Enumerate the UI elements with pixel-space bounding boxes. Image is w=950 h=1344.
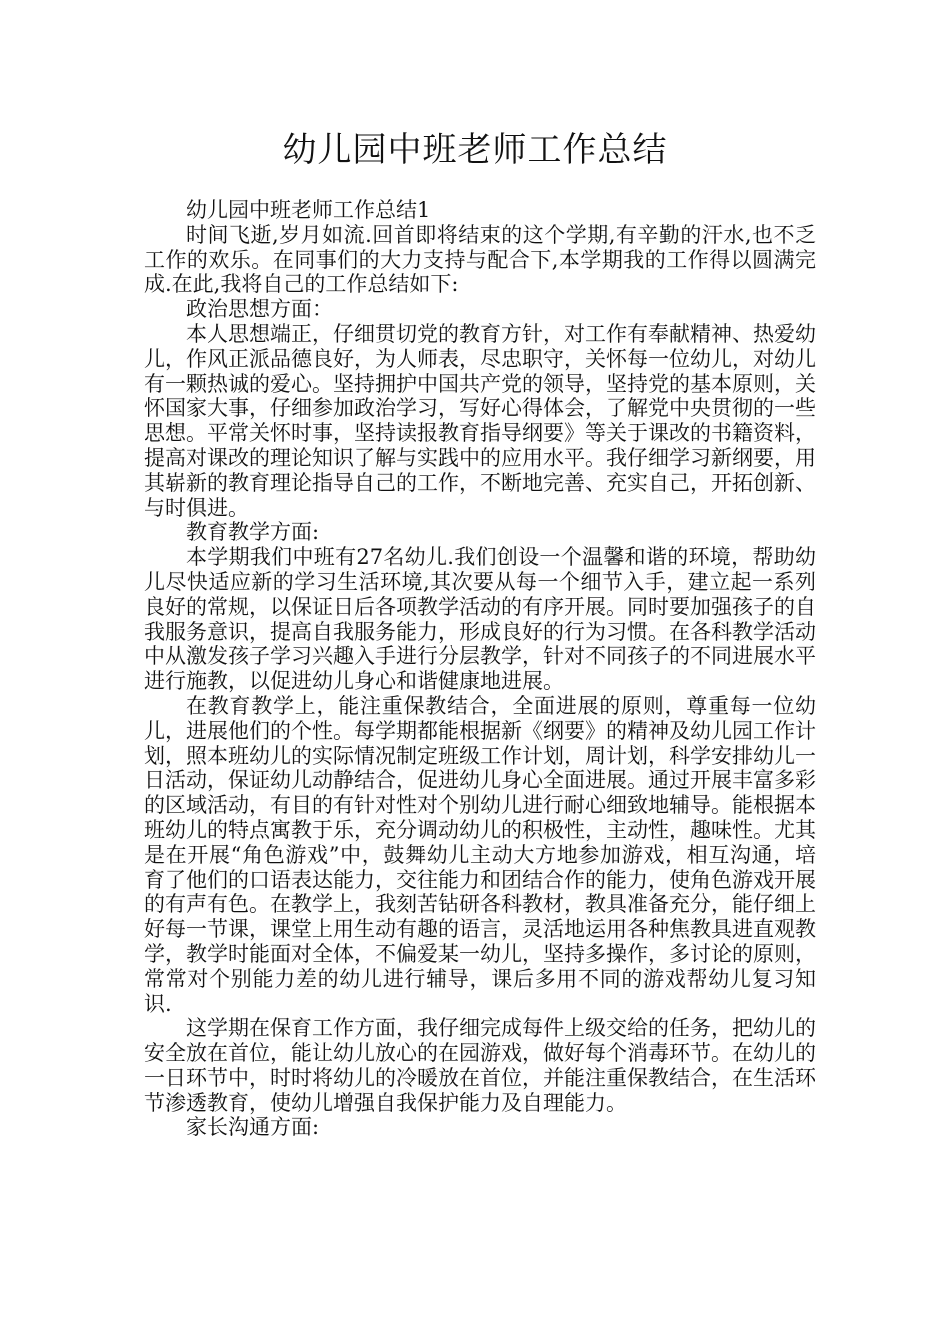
politics-paragraph: 本人思想端正，仔细贯切党的教育方针，对工作有奉献精神、热爱幼儿，作风正派品德良好，为人师表，尽忠职守，关怀每一位幼儿，对幼儿有一颗热诚的爱心。坚持拥护中国共产党的领导，坚持党的基本原则，关怀国家大事，仔细参加政治学习，写好心得体会，了解党中央贯彻的一些思想。平常关怀时事，坚持读报教育指导纲要》等关于课改的书籍资料，提高对课改的理论知识了解与实践中的应用水平。我仔细学习新纲要，用其崭新的教育理论指导自己的工作，不断地完善、充实自己，开拓创新、与时俱进。	[144, 321, 816, 520]
teaching-paragraph-2: 在教育教学上，能注重保教结合，全面进展的原则，尊重每一位幼儿，进展他们的个性。每学期都能根据新《纲要》的精神及幼儿园工作计划，照本班幼儿的实际情况制定班级工作计划，周计划，科学安排幼儿一日活动，保证幼儿动静结合，促进幼儿身心全面进展。通过开展丰富多彩的区域活动，有目的有针对性对个别幼儿进行耐心细致地辅导。能根据本班幼儿的特点寓教于乐，充分调动幼儿的积极性，主动性，趣味性。尤其是在开展“角色游戏”中，鼓舞幼儿主动大方地参加游戏，相互沟通，培育了他们的口语表达能力，交往能力和团结合作的能力，使角色游戏开展的有声有色。在教学上，我刻苦钻研各科教材，教具准备充分，能仔细上好每一节课，课堂上用生动有趣的语言，灵活地运用各种焦教具进直观教学，教学时能面对全体，不偏爱某一幼儿，坚持多操作，多讨论的原则，常常对个别能力差的幼儿进行辅导，课后多用不同的游戏帮幼儿复习知识.	[144, 693, 816, 1016]
document-title: 幼儿园中班老师工作总结	[282, 130, 668, 170]
section-heading-teaching: 教育教学方面:	[186, 520, 320, 545]
section-heading-parents: 家长沟通方面:	[186, 1115, 320, 1140]
intro-paragraph: 时间飞逝,岁月如流.回首即将结束的这个学期,有辛勤的汗水,也不乏工作的欢乐。在同事们的大力支持与配合下,本学期我的工作得以圆满完成.在此,我将自己的工作总结如下:	[144, 222, 816, 297]
document-body	[144, 198, 816, 1140]
section-heading-politics: 政治思想方面：	[186, 297, 333, 322]
care-paragraph: 这学期在保育工作方面，我仔细完成每件上级交给的任务，把幼儿的安全放在首位，能让幼儿放心的在园游戏，做好每个消毒环节。在幼儿的一日环节中，时时将幼儿的冷暖放在首位，并能注重保教结合，在生活环节渗透教育，使幼儿增强自我保护能力及自理能力。	[144, 1016, 816, 1115]
teaching-paragraph-1: 本学期我们中班有27名幼儿.我们创设一个温馨和谐的环境，帮助幼儿尽快适应新的学习生活环境,其次要从每一个细节入手，建立起一系列良好的常规，以保证日后各项教学活动的有序开展。同时要加强孩子的自我服务意识，提高自我服务能力，形成良好的行为习惯。在各科教学活动中从激发孩子学习兴趣入手进行分层教学，针对不同孩子的不同进展水平进行施教，以促进幼儿身心和谐健康地进展。	[144, 545, 816, 694]
section-heading-1: 幼儿园中班老师工作总结1	[186, 198, 431, 222]
